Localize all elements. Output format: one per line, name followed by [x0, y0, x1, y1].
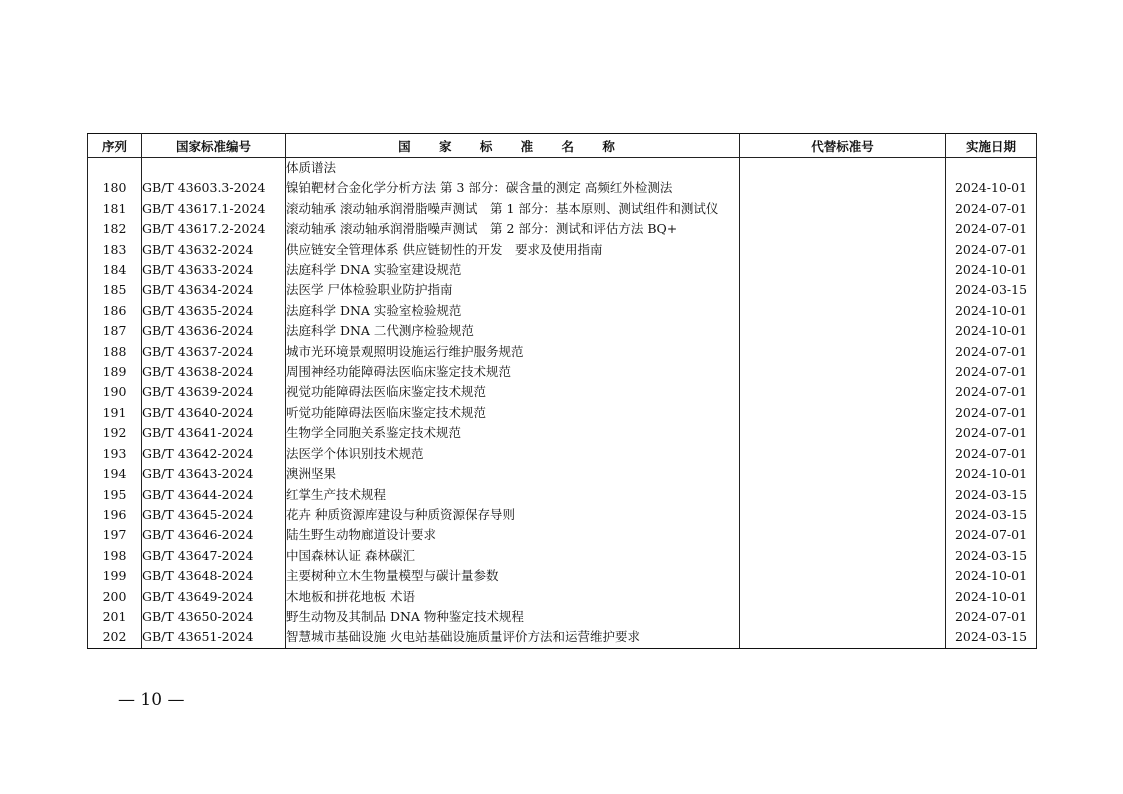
cell-date: 2024-03-15 [946, 485, 1037, 505]
cell-replace [740, 627, 946, 648]
cell-code: GB/T 43640-2024 [142, 403, 286, 423]
cell-seq: 198 [88, 546, 142, 566]
header-replace: 代替标准号 [740, 134, 946, 158]
table-row [88, 444, 1037, 464]
cell-code: GB/T 43635-2024 [142, 301, 286, 321]
cell-seq: 202 [88, 627, 142, 648]
cell-code: GB/T 43634-2024 [142, 280, 286, 300]
cell-date: 2024-07-01 [946, 240, 1037, 260]
cell-replace [740, 546, 946, 566]
table-row [88, 301, 1037, 321]
table-row [88, 566, 1037, 586]
cell-code: GB/T 43641-2024 [142, 423, 286, 443]
cell-name-continuation: 体质谱法 [286, 158, 740, 179]
cell-date: 2024-07-01 [946, 403, 1037, 423]
cell-code: GB/T 43633-2024 [142, 260, 286, 280]
cell-replace [740, 444, 946, 464]
cell-seq: 180 [88, 178, 142, 198]
cell-replace [740, 464, 946, 484]
table-row [88, 240, 1037, 260]
cell-seq: 201 [88, 607, 142, 627]
cell-code: GB/T 43617.1-2024 [142, 199, 286, 219]
cell-name: 智慧城市基础设施 火电站基础设施质量评价方法和运营维护要求 [286, 627, 740, 648]
cell-seq: 181 [88, 199, 142, 219]
cell-date: 2024-07-01 [946, 607, 1037, 627]
cell-replace [740, 240, 946, 260]
cell-name: 镍铂靶材合金化学分析方法 第 3 部分：碳含量的测定 高频红外检测法 [286, 178, 740, 198]
cell-seq: 182 [88, 219, 142, 239]
cell-code: GB/T 43644-2024 [142, 485, 286, 505]
cell-replace [740, 342, 946, 362]
cell-name: 法庭科学 DNA 实验室建设规范 [286, 260, 740, 280]
cell-seq: 184 [88, 260, 142, 280]
cell-name: 主要树种立木生物量模型与碳计量参数 [286, 566, 740, 586]
cell-date: 2024-03-15 [946, 546, 1037, 566]
cell-code [142, 158, 286, 179]
cell-seq: 183 [88, 240, 142, 260]
cell-seq: 191 [88, 403, 142, 423]
cell-name: 生物学全同胞关系鉴定技术规范 [286, 423, 740, 443]
cell-date: 2024-07-01 [946, 444, 1037, 464]
cell-code: GB/T 43638-2024 [142, 362, 286, 382]
cell-name: 木地板和拼花地板 术语 [286, 587, 740, 607]
cell-seq: 195 [88, 485, 142, 505]
cell-name: 法庭科学 DNA 二代测序检验规范 [286, 321, 740, 341]
cell-replace [740, 362, 946, 382]
cell-seq: 193 [88, 444, 142, 464]
cell-date: 2024-07-01 [946, 342, 1037, 362]
standards-table [87, 133, 1037, 649]
cell-seq: 188 [88, 342, 142, 362]
cell-date: 2024-03-15 [946, 627, 1037, 648]
table-row [88, 423, 1037, 443]
cell-name: 法庭科学 DNA 实验室检验规范 [286, 301, 740, 321]
cell-replace [740, 403, 946, 423]
table-row [88, 321, 1037, 341]
page-number: — 10 — [118, 690, 185, 710]
table-row-continuation [88, 158, 1037, 179]
cell-date: 2024-07-01 [946, 199, 1037, 219]
cell-date: 2024-10-01 [946, 178, 1037, 198]
cell-seq: 196 [88, 505, 142, 525]
cell-date: 2024-07-01 [946, 382, 1037, 402]
cell-replace [740, 260, 946, 280]
table-row [88, 260, 1037, 280]
cell-date: 2024-07-01 [946, 525, 1037, 545]
header-seq: 序列 [88, 134, 142, 158]
cell-name: 供应链安全管理体系 供应链韧性的开发 要求及使用指南 [286, 240, 740, 260]
table-body [88, 158, 1037, 649]
cell-replace [740, 607, 946, 627]
cell-date: 2024-10-01 [946, 260, 1037, 280]
cell-code: GB/T 43632-2024 [142, 240, 286, 260]
header-date: 实施日期 [946, 134, 1037, 158]
cell-seq: 190 [88, 382, 142, 402]
cell-code: GB/T 43636-2024 [142, 321, 286, 341]
cell-date: 2024-10-01 [946, 301, 1037, 321]
cell-name: 视觉功能障碍法医临床鉴定技术规范 [286, 382, 740, 402]
cell-date: 2024-03-15 [946, 505, 1037, 525]
cell-seq [88, 158, 142, 179]
cell-replace [740, 505, 946, 525]
cell-code: GB/T 43639-2024 [142, 382, 286, 402]
cell-name: 花卉 种质资源库建设与种质资源保存导则 [286, 505, 740, 525]
cell-date: 2024-10-01 [946, 566, 1037, 586]
table-row [88, 219, 1037, 239]
table-row [88, 280, 1037, 300]
cell-name: 中国森林认证 森林碳汇 [286, 546, 740, 566]
cell-date: 2024-10-01 [946, 587, 1037, 607]
cell-seq: 197 [88, 525, 142, 545]
table-row [88, 199, 1037, 219]
cell-replace [740, 525, 946, 545]
table-row [88, 464, 1037, 484]
table-row [88, 607, 1037, 627]
cell-code: GB/T 43603.3-2024 [142, 178, 286, 198]
table-row [88, 403, 1037, 423]
cell-code: GB/T 43650-2024 [142, 607, 286, 627]
table-row [88, 382, 1037, 402]
cell-replace [740, 219, 946, 239]
cell-name: 城市光环境景观照明设施运行维护服务规范 [286, 342, 740, 362]
cell-code: GB/T 43645-2024 [142, 505, 286, 525]
table-row [88, 505, 1037, 525]
cell-date: 2024-07-01 [946, 362, 1037, 382]
cell-date: 2024-03-15 [946, 280, 1037, 300]
table-row [88, 627, 1037, 648]
cell-replace [740, 301, 946, 321]
header-code: 国家标准编号 [142, 134, 286, 158]
cell-name: 周围神经功能障碍法医临床鉴定技术规范 [286, 362, 740, 382]
cell-name: 澳洲坚果 [286, 464, 740, 484]
cell-seq: 185 [88, 280, 142, 300]
cell-code: GB/T 43617.2-2024 [142, 219, 286, 239]
cell-name: 法医学 尸体检验职业防护指南 [286, 280, 740, 300]
table-row [88, 362, 1037, 382]
cell-replace [740, 566, 946, 586]
cell-name: 滚动轴承 滚动轴承润滑脂噪声测试 第 1 部分：基本原则、测试组件和测试仪 [286, 199, 740, 219]
cell-seq: 186 [88, 301, 142, 321]
cell-date: 2024-10-01 [946, 321, 1037, 341]
cell-date: 2024-10-01 [946, 464, 1037, 484]
cell-seq: 199 [88, 566, 142, 586]
cell-code: GB/T 43649-2024 [142, 587, 286, 607]
cell-seq: 200 [88, 587, 142, 607]
table-row [88, 342, 1037, 362]
cell-code: GB/T 43643-2024 [142, 464, 286, 484]
cell-seq: 187 [88, 321, 142, 341]
cell-date: 2024-07-01 [946, 423, 1037, 443]
table-header-row [88, 134, 1037, 158]
cell-replace [740, 321, 946, 341]
cell-name: 听觉功能障碍法医临床鉴定技术规范 [286, 403, 740, 423]
cell-date: 2024-07-01 [946, 219, 1037, 239]
cell-replace [740, 587, 946, 607]
table-row [88, 485, 1037, 505]
cell-replace [740, 485, 946, 505]
cell-replace [740, 178, 946, 198]
table-row [88, 587, 1037, 607]
cell-seq: 194 [88, 464, 142, 484]
cell-replace [740, 158, 946, 179]
cell-code: GB/T 43651-2024 [142, 627, 286, 648]
cell-replace [740, 280, 946, 300]
cell-name: 红掌生产技术规程 [286, 485, 740, 505]
cell-replace [740, 423, 946, 443]
cell-seq: 192 [88, 423, 142, 443]
cell-replace [740, 199, 946, 219]
cell-code: GB/T 43647-2024 [142, 546, 286, 566]
cell-code: GB/T 43642-2024 [142, 444, 286, 464]
table-row [88, 178, 1037, 198]
cell-code: GB/T 43646-2024 [142, 525, 286, 545]
cell-name: 野生动物及其制品 DNA 物种鉴定技术规程 [286, 607, 740, 627]
table-row [88, 546, 1037, 566]
cell-replace [740, 382, 946, 402]
cell-code: GB/T 43648-2024 [142, 566, 286, 586]
table-row [88, 525, 1037, 545]
cell-seq: 189 [88, 362, 142, 382]
cell-name: 法医学个体识别技术规范 [286, 444, 740, 464]
cell-date [946, 158, 1037, 179]
cell-code: GB/T 43637-2024 [142, 342, 286, 362]
header-name: 国 家 标 准 名 称 [286, 134, 740, 158]
cell-name: 滚动轴承 滚动轴承润滑脂噪声测试 第 2 部分：测试和评估方法 BQ+ [286, 219, 740, 239]
cell-name: 陆生野生动物廊道设计要求 [286, 525, 740, 545]
